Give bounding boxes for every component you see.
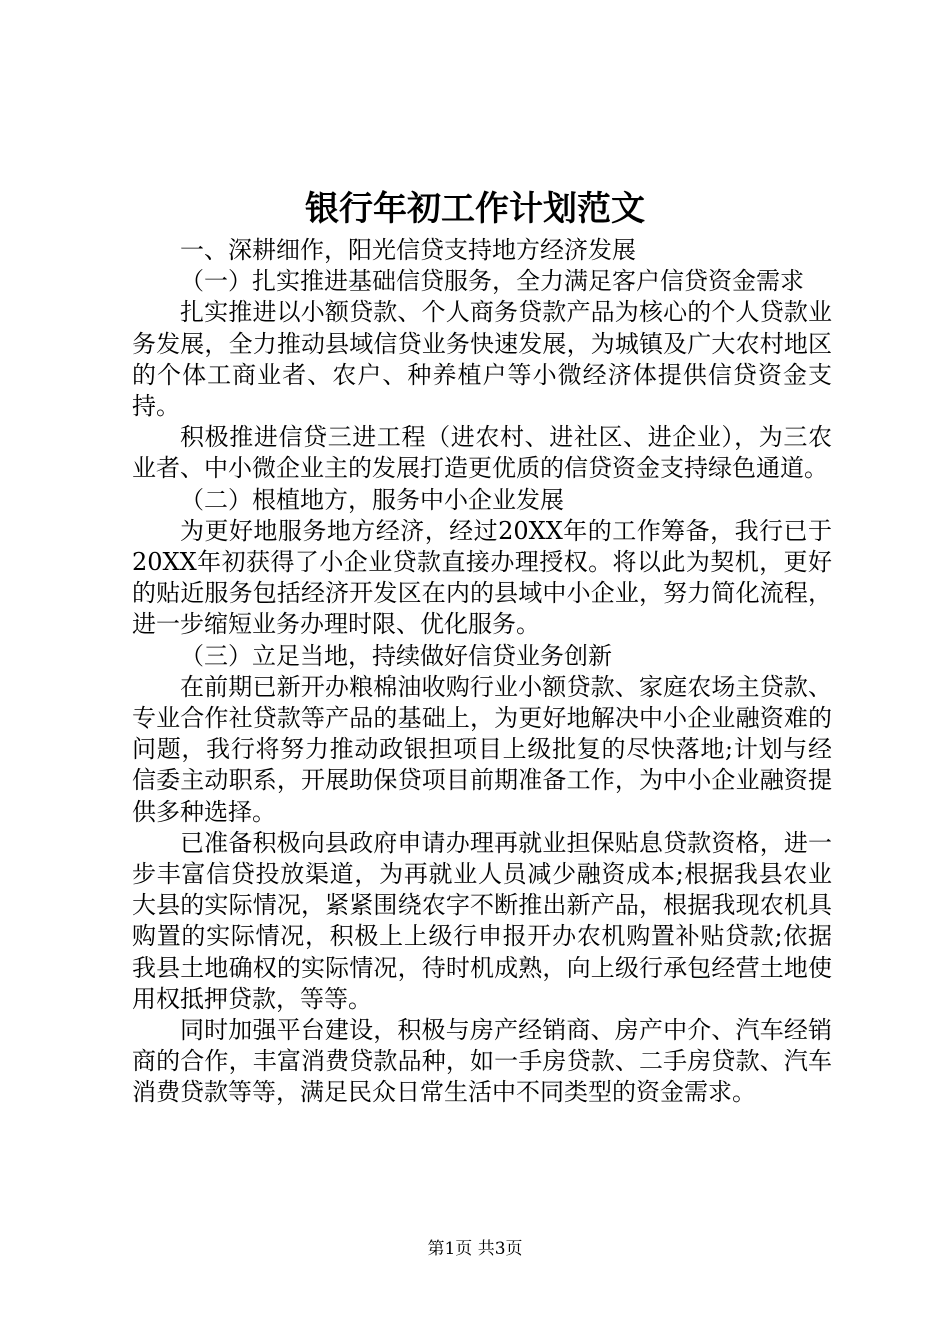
body-paragraph: 扎实推进以小额贷款、个人商务贷款产品为核心的个人贷款业务发展，全力推动县域信贷业务快速发展，为城镇及广大农村地区的个体工商业者、农户、种养植户等小微经济体提供信贷资金支持。 bbox=[132, 298, 832, 421]
subsection-heading: （二）根植地方，服务中小企业发展 bbox=[180, 485, 564, 514]
document-title: 银行年初工作计划范文 bbox=[305, 189, 645, 229]
body-paragraph: 已准备积极向县政府申请办理再就业担保贴息贷款资格，进一步丰富信贷投放渠道，为再就业人员减少融资成本;根据我县农业大县的实际情况，紧紧围绕农字不断推出新产品，根据我现农机具购置的实际情况，积极上上级行申报开办农机购置补贴贷款;依据我县土地确权的实际情况，待时机成熟，向上级行承包经营土地使用权抵押贷款，等等。 bbox=[132, 828, 832, 1013]
body-paragraph: 为更好地服务地方经济，经过20XX年的工作筹备，我行已于20XX年初获得了小企业贷款直接办理授权。将以此为契机，更好的贴近服务包括经济开发区在内的县域中小企业，努力简化流程，进一步缩短业务办理时限、优化服务。 bbox=[132, 516, 832, 639]
subsection-heading: （一）扎实推进基础信贷服务，全力满足客户信贷资金需求 bbox=[180, 267, 804, 296]
section-heading: 一、深耕细作，阳光信贷支持地方经济发展 bbox=[180, 236, 636, 264]
body-paragraph: 同时加强平台建设，积极与房产经销商、房产中介、汽车经销商的合作，丰富消费贷款品种，如一手房贷款、二手房贷款、汽车消费贷款等等，满足民众日常生活中不同类型的资金需求。 bbox=[132, 1016, 832, 1107]
body-paragraph: 积极推进信贷三进工程（进农村、进社区、进企业），为三农业者、中小微企业主的发展打造更优质的信贷资金支持绿色通道。 bbox=[132, 423, 832, 483]
body-paragraph: 在前期已新开办粮棉油收购行业小额贷款、家庭农场主贷款、专业合作社贷款等产品的基础上，为更好地解决中小企业融资难的问题，我行将努力推动政银担项目上级批复的尽快落地;计划与经信委主动职系，开展助保贷项目前期准备工作，为中小企业融资提供多种选择。 bbox=[132, 672, 832, 826]
document-body bbox=[132, 235, 832, 1109]
page-footer: 第1页 共3页 bbox=[427, 1239, 523, 1259]
subsection-heading: （三）立足当地，持续做好信贷业务创新 bbox=[180, 641, 612, 670]
